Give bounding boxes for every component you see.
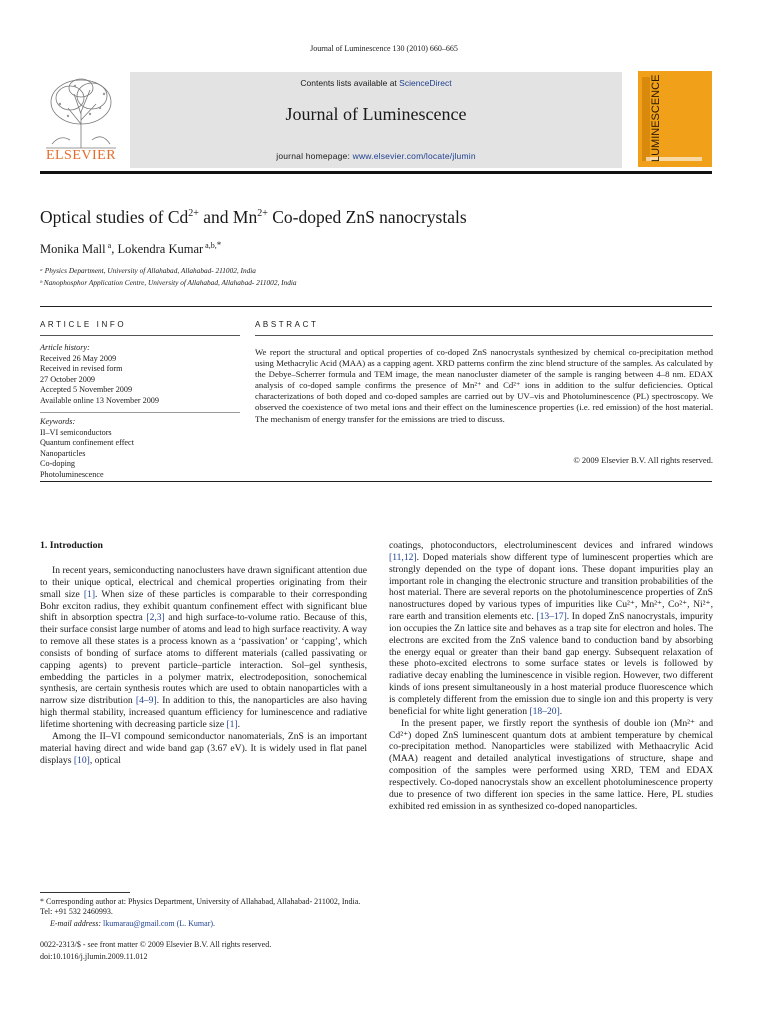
history-item: Available online 13 November 2009 bbox=[40, 395, 159, 405]
keywords-rule bbox=[40, 412, 240, 413]
journal-banner bbox=[130, 72, 622, 168]
email-link[interactable]: lkumarau@gmail.com (L. Kumar). bbox=[101, 919, 216, 928]
keyword: Co-doping bbox=[40, 459, 76, 469]
sciencedirect-link[interactable]: ScienceDirect bbox=[399, 78, 452, 88]
history-item: 27 October 2009 bbox=[40, 374, 96, 384]
citation-link[interactable]: [11,12] bbox=[389, 551, 417, 563]
abstract-end-rule bbox=[40, 481, 712, 482]
corresponding-author-mark[interactable]: * bbox=[216, 240, 222, 250]
email-footnote: E-mail address: lkumarau@gmail.com (L. Kumar). bbox=[50, 919, 216, 928]
header-rule bbox=[40, 171, 712, 174]
cover-title-text: LUMINESCENCE bbox=[650, 74, 662, 162]
abstract-heading: ABSTRACT bbox=[255, 320, 319, 329]
history-item: Received in revised form bbox=[40, 364, 123, 374]
keyword: II–VI semiconductors bbox=[40, 427, 112, 437]
affiliation-b: ᵇ Nanophosphor Application Centre, University of Allahabad, Allahabad- 211002, India bbox=[40, 278, 297, 287]
doi-line[interactable]: doi:10.1016/j.jlumin.2009.11.012 bbox=[40, 952, 148, 961]
author-name[interactable]: Monika Mall bbox=[40, 242, 106, 257]
history-item: Accepted 5 November 2009 bbox=[40, 385, 133, 395]
copyright-notice: © 2009 Elsevier B.V. All rights reserved. bbox=[573, 455, 713, 465]
citation-link[interactable]: [1] bbox=[226, 718, 238, 730]
journal-title: Journal of Luminescence bbox=[285, 104, 467, 124]
contents-line: Contents lists available at ScienceDirect bbox=[300, 78, 452, 88]
body-column-right bbox=[389, 540, 713, 812]
section-heading-introduction: 1. Introduction bbox=[40, 540, 103, 551]
article-info-heading: ARTICLE INFO bbox=[40, 320, 127, 329]
corresponding-author-footnote: * Corresponding author at: Physics Department, University of Allahabad, Allahabad- 211002, India. Tel: +91 532 2460993. bbox=[40, 897, 361, 916]
homepage-link[interactable]: www.elsevier.com/locate/jlumin bbox=[352, 151, 476, 161]
section-rule bbox=[40, 306, 712, 307]
journal-homepage: journal homepage: www.elsevier.com/locate/jlumin bbox=[276, 151, 476, 161]
citation-link[interactable]: [18–20] bbox=[529, 705, 560, 717]
paragraph: Among the II–VI compound semiconductor nanomaterials, ZnS is an important material having direct and wide band gap (3.67 eV). It is widely used in flat panel displays [10], optical bbox=[40, 730, 367, 766]
affiliation-a: ᵃ Physics Department, University of Allahabad, Allahabad- 211002, India bbox=[40, 266, 256, 275]
citation-link[interactable]: [1] bbox=[83, 588, 96, 600]
keyword: Quantum confinement effect bbox=[40, 438, 134, 448]
issn-line: 0022-2313/$ - see front matter © 2009 Elsevier B.V. All rights reserved. bbox=[40, 940, 272, 949]
keywords-list: Keywords: II–VI semiconductors Quantum confinement effect Nanoparticles Co-doping Photoluminescence bbox=[40, 417, 240, 481]
paragraph: coatings, photoconductors, electroluminescent devices and infrared windows [11,12]. Doped materials show different type of luminescent properties which are strongly depended on the type of dopant ions. These dopant impurities play an important role in changing the electronic structure and transition probabilities of the host material. There are several reports on the photoluminescence properties of ZnS nanostructures doped by various types of impurities like Cu²⁺, Mn²⁺, Co²⁺, Ni²⁺, rare earth and transition elements etc. [13–17]. In doped ZnS nanocrystals, impurity ion occupies the Zn lattice site and behaves as a trap site for electron and holes. The electrons are excited from the ZnS valence band to conduction band by absorbing the energy equal or greater than their band gap energy. Subsequent relaxation of these photo-excited electrons to some surface states or levels is followed by radiative decay enabling the luminescence in visible region. However, two different kinds of ions present simultaneously in a host material produce fluorescence which is completely different from the emission due to single ion and this property is very beneficial for white light generation [18–20]. bbox=[389, 540, 713, 717]
citation-link[interactable]: [2,3] bbox=[146, 612, 165, 624]
body-column-left bbox=[40, 565, 367, 766]
abstract-text: We report the structural and optical properties of co-doped ZnS nanocrystals synthesized by chemical co-precipitation method using Methacrylic Acid (MAA) as a capping agent. XRD patterns confirm the zinc blend structure of the samples. As calculated by the Debye–Scherrer formula and TEM image, the mean nanocluster diameter of the sample is ranging between 4–8 nm. EDAX analysis of co-doped sample confirms the presence of Mn²⁺ and Cd²⁺ ions in addition to the sulfur deficiencies. Optical characterizations of both doped and co-doped samples are carried out by UV–vis and Photoluminescence (PL) spectroscopy. We observed the coexistence of two metal ions and their effect on the luminescence properties (i.e. red emission) of the host material. The mechanism of energy transfer for the emissions are tried to discuss. bbox=[255, 347, 713, 424]
article-info-rule bbox=[40, 335, 240, 336]
keyword: Nanoparticles bbox=[40, 448, 86, 458]
citation-link[interactable]: [4–9] bbox=[135, 695, 157, 707]
journal-citation: Journal of Luminescence 130 (2010) 660–665 bbox=[310, 44, 458, 53]
author-name[interactable]: Lokendra Kumar bbox=[117, 242, 204, 257]
article-title: Optical studies of $Cd^{2+}$ and $Mn^{2+}$ Co-doped ZnS nanocrystals bbox=[40, 207, 467, 227]
footnote-rule bbox=[40, 892, 130, 893]
history-item: Received 26 May 2009 bbox=[40, 353, 117, 363]
keyword: Photoluminescence bbox=[40, 469, 104, 479]
citation-link[interactable]: [10] bbox=[73, 754, 90, 766]
article-history: Article history: Received 26 May 2009 Received in revised form 27 October 2009 Accepted 5 November 2009 Available online 13 November 2009 bbox=[40, 343, 240, 407]
citation-link[interactable]: [13–17] bbox=[536, 611, 567, 623]
paragraph: In recent years, semiconducting nanoclusters have drawn significant attention due to their unique optical, electrical and chemical properties originating from their small size [1]. When size of these particles is comparable to their corresponding Bohr exciton radius, they exhibit quantum confinement effect with significant blue shift in absorption spectra [2,3] and high surface-to-volume ratio. Because of this, their surface consist large number of atoms and lead to high surface reactivity. A way to remove all these states is a process known as a ‘passivation’ or ‘capping’, which consists of bonding of surface atoms to different materials (called passivating or capping agents) to prevent particle–particle interaction. Sol–gel synthesis, embedding the particles in a polymer matrix, electrodeposition, sonochemical synthesis, are certain synthesis routes which are used to obtain nanoparticles with a narrow size distribution [4–9]. In addition to this, the nanoparticles are also having high thermal stability, increased quantum efficiency for luminescence and radiative lifetime shortening with decreasing particle size [1]. bbox=[40, 565, 368, 730]
paragraph: In the present paper, we firstly report the synthesis of double ion (Mn²⁺ and Cd²⁺) doped ZnS luminescent quantum dots at ambient temperature by chemical co-precipitation method. Nanoparticles were stabilized with Methaacrylic Acid (MAA) reagent and detailed analytical investigations of structure, shape and composition of the samples were performed using XRD, TEM and EDAX respectively. Co-doped nanocrystals show an excellent photoluminescence property due to presence of two different ion species in the same lattice. Here, PL studies exhibited red emission in as synthesized co-doped nanoparticles. bbox=[389, 717, 713, 812]
elsevier-wordmark: ELSEVIER bbox=[45, 148, 117, 163]
abstract-rule bbox=[255, 335, 713, 336]
author-list: Monika Mall $^a$, Lokendra Kumar $^{a,b,*}$ bbox=[40, 240, 222, 257]
